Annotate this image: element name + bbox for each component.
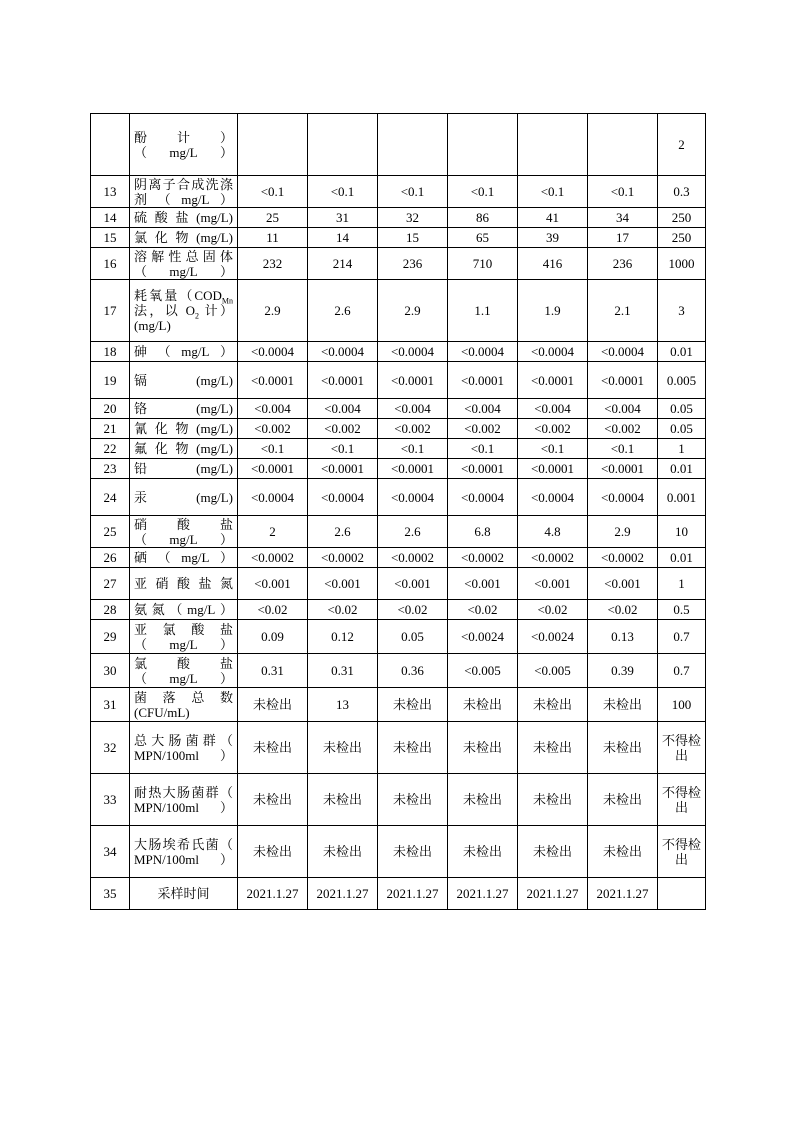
- value-cell: 未检出: [518, 774, 588, 826]
- value-cell: 1.9: [518, 280, 588, 342]
- item-name: 亚 氯 酸 盐 （mg/L）: [130, 620, 238, 654]
- item-name: 氟化物(mg/L): [130, 439, 238, 459]
- row-number: 18: [91, 342, 130, 362]
- value-cell: 2: [238, 516, 308, 548]
- value-cell: <0.0004: [588, 342, 658, 362]
- row-number: 16: [91, 248, 130, 280]
- item-name: 氯化物(mg/L): [130, 228, 238, 248]
- value-cell: <0.1: [588, 176, 658, 208]
- limit-cell: 0.05: [658, 399, 706, 419]
- value-cell: <0.0004: [238, 342, 308, 362]
- value-cell: <0.02: [238, 600, 308, 620]
- table-row: [91, 568, 706, 600]
- table-row: [91, 878, 706, 910]
- value-cell: 416: [518, 248, 588, 280]
- value-cell: <0.0004: [308, 342, 378, 362]
- row-number: 25: [91, 516, 130, 548]
- item-name: 总大肠菌群（ MPN/100ml）: [130, 722, 238, 774]
- value-cell: 86: [448, 208, 518, 228]
- row-number: 32: [91, 722, 130, 774]
- value-cell: 2021.1.27: [518, 878, 588, 910]
- value-cell: <0.0004: [518, 342, 588, 362]
- row-number: 29: [91, 620, 130, 654]
- limit-cell: 2: [658, 114, 706, 176]
- value-cell: 25: [238, 208, 308, 228]
- value-cell: <0.1: [238, 439, 308, 459]
- value-cell: <0.004: [518, 399, 588, 419]
- value-cell: <0.001: [238, 568, 308, 600]
- value-cell: 0.05: [378, 620, 448, 654]
- value-cell: 未检出: [588, 826, 658, 878]
- table-row: [91, 208, 706, 228]
- value-cell: 2.1: [588, 280, 658, 342]
- value-cell: <0.0001: [238, 362, 308, 399]
- table-row: [91, 722, 706, 774]
- value-cell: 65: [448, 228, 518, 248]
- value-cell: 232: [238, 248, 308, 280]
- value-cell: <0.02: [308, 600, 378, 620]
- value-cell: <0.0001: [448, 362, 518, 399]
- limit-cell: 1000: [658, 248, 706, 280]
- value-cell: [588, 114, 658, 176]
- value-cell: 未检出: [238, 688, 308, 722]
- value-cell: 2.9: [378, 280, 448, 342]
- value-cell: <0.0004: [448, 479, 518, 516]
- value-cell: <0.0002: [518, 548, 588, 568]
- limit-cell: 0.7: [658, 654, 706, 688]
- value-cell: 未检出: [308, 774, 378, 826]
- value-cell: 0.31: [308, 654, 378, 688]
- value-cell: <0.002: [588, 419, 658, 439]
- value-cell: <0.0004: [378, 342, 448, 362]
- table-row: [91, 362, 706, 399]
- item-name: 氯 酸 盐 （mg/L）: [130, 654, 238, 688]
- table-row: [91, 228, 706, 248]
- table-row: [91, 459, 706, 479]
- value-cell: <0.0002: [378, 548, 448, 568]
- table-row: [91, 479, 706, 516]
- row-number: 30: [91, 654, 130, 688]
- table-row: [91, 419, 706, 439]
- value-cell: <0.005: [518, 654, 588, 688]
- table-row: [91, 548, 706, 568]
- value-cell: 未检出: [378, 722, 448, 774]
- value-cell: 710: [448, 248, 518, 280]
- value-cell: <0.0004: [448, 342, 518, 362]
- table-row: [91, 826, 706, 878]
- value-cell: 未检出: [378, 688, 448, 722]
- item-name: 溶解性总固体（mg/L）: [130, 248, 238, 280]
- limit-cell: 不得检出: [658, 722, 706, 774]
- value-cell: 未检出: [238, 774, 308, 826]
- value-cell: 2021.1.27: [378, 878, 448, 910]
- item-text: 计）(mg/L): [134, 303, 233, 333]
- value-cell: 34: [588, 208, 658, 228]
- value-cell: 2021.1.27: [448, 878, 518, 910]
- limit-cell: 3: [658, 280, 706, 342]
- value-cell: [238, 114, 308, 176]
- value-cell: <0.0002: [308, 548, 378, 568]
- value-cell: 2.6: [308, 280, 378, 342]
- item-name: 大肠埃希氏菌（ MPN/100ml）: [130, 826, 238, 878]
- value-cell: [448, 114, 518, 176]
- value-cell: <0.1: [448, 176, 518, 208]
- value-cell: <0.1: [308, 439, 378, 459]
- row-number: 24: [91, 479, 130, 516]
- table-row: [91, 688, 706, 722]
- value-cell: 14: [308, 228, 378, 248]
- item-name: 酚 计 ） （mg/L）: [130, 114, 238, 176]
- item-text: 法，以 O: [134, 303, 196, 318]
- limit-cell: 不得检出: [658, 826, 706, 878]
- item-name: 耐热大肠菌群（ MPN/100ml）: [130, 774, 238, 826]
- row-number: 21: [91, 419, 130, 439]
- value-cell: <0.0001: [378, 459, 448, 479]
- value-cell: <0.1: [588, 439, 658, 459]
- item-name: 铅(mg/L): [130, 459, 238, 479]
- value-cell: 4.8: [518, 516, 588, 548]
- value-cell: <0.02: [378, 600, 448, 620]
- value-cell: <0.0024: [518, 620, 588, 654]
- limit-cell: 0.005: [658, 362, 706, 399]
- value-cell: 0.12: [308, 620, 378, 654]
- value-cell: 0.09: [238, 620, 308, 654]
- value-cell: [518, 114, 588, 176]
- row-number: 33: [91, 774, 130, 826]
- value-cell: 0.13: [588, 620, 658, 654]
- table-row: [91, 516, 706, 548]
- row-number: 20: [91, 399, 130, 419]
- value-cell: <0.001: [378, 568, 448, 600]
- value-cell: 未检出: [588, 774, 658, 826]
- value-cell: <0.1: [448, 439, 518, 459]
- value-cell: 未检出: [238, 722, 308, 774]
- item-name: 硝 酸 盐 （mg/L）: [130, 516, 238, 548]
- item-name: 硒（mg/L）: [130, 548, 238, 568]
- row-number: 17: [91, 280, 130, 342]
- row-number: 26: [91, 548, 130, 568]
- value-cell: <0.0001: [238, 459, 308, 479]
- value-cell: 236: [588, 248, 658, 280]
- value-cell: <0.0001: [588, 459, 658, 479]
- row-number: 31: [91, 688, 130, 722]
- table-row: [91, 774, 706, 826]
- table-row: [91, 600, 706, 620]
- value-cell: 2021.1.27: [308, 878, 378, 910]
- value-cell: <0.002: [308, 419, 378, 439]
- table-row: [91, 439, 706, 459]
- limit-cell: 250: [658, 208, 706, 228]
- value-cell: <0.0004: [238, 479, 308, 516]
- value-cell: <0.1: [518, 176, 588, 208]
- row-number: 13: [91, 176, 130, 208]
- limit-cell: 0.01: [658, 548, 706, 568]
- limit-cell: 0.7: [658, 620, 706, 654]
- value-cell: <0.004: [448, 399, 518, 419]
- row-number: 35: [91, 878, 130, 910]
- value-cell: 39: [518, 228, 588, 248]
- row-number: 19: [91, 362, 130, 399]
- item-name: 汞(mg/L): [130, 479, 238, 516]
- value-cell: <0.001: [588, 568, 658, 600]
- value-cell: 2021.1.27: [238, 878, 308, 910]
- value-cell: 214: [308, 248, 378, 280]
- table-row: [91, 114, 706, 176]
- value-cell: 17: [588, 228, 658, 248]
- table-row: [91, 654, 706, 688]
- water-quality-table: [90, 113, 706, 910]
- value-cell: 未检出: [588, 688, 658, 722]
- value-cell: <0.0001: [588, 362, 658, 399]
- value-cell: <0.0001: [448, 459, 518, 479]
- value-cell: 未检出: [448, 774, 518, 826]
- table-row: [91, 342, 706, 362]
- value-cell: <0.0001: [308, 459, 378, 479]
- value-cell: 15: [378, 228, 448, 248]
- value-cell: 41: [518, 208, 588, 228]
- value-cell: 0.31: [238, 654, 308, 688]
- value-cell: 13: [308, 688, 378, 722]
- item-text: 耗氧量（COD: [134, 288, 222, 303]
- table-row: [91, 176, 706, 208]
- limit-cell: 1: [658, 568, 706, 600]
- limit-cell: 100: [658, 688, 706, 722]
- value-cell: 未检出: [518, 722, 588, 774]
- limit-cell: 0.01: [658, 459, 706, 479]
- row-number: 28: [91, 600, 130, 620]
- value-cell: 2021.1.27: [588, 878, 658, 910]
- value-cell: <0.004: [378, 399, 448, 419]
- value-cell: <0.0001: [518, 459, 588, 479]
- value-cell: 未检出: [308, 826, 378, 878]
- item-subscript: 2: [195, 311, 200, 321]
- item-name: 铬(mg/L): [130, 399, 238, 419]
- value-cell: 未检出: [378, 774, 448, 826]
- value-cell: [378, 114, 448, 176]
- item-name: 采样时间: [130, 878, 238, 910]
- limit-cell: 1: [658, 439, 706, 459]
- row-number: 23: [91, 459, 130, 479]
- value-cell: <0.002: [518, 419, 588, 439]
- value-cell: <0.0002: [588, 548, 658, 568]
- value-cell: <0.0002: [448, 548, 518, 568]
- row-number: 14: [91, 208, 130, 228]
- value-cell: 2.9: [238, 280, 308, 342]
- value-cell: 未检出: [448, 826, 518, 878]
- row-number: 15: [91, 228, 130, 248]
- value-cell: <0.002: [238, 419, 308, 439]
- row-number: 27: [91, 568, 130, 600]
- value-cell: <0.02: [448, 600, 518, 620]
- value-cell: <0.0002: [238, 548, 308, 568]
- value-cell: <0.002: [448, 419, 518, 439]
- limit-cell: 10: [658, 516, 706, 548]
- value-cell: <0.0004: [588, 479, 658, 516]
- value-cell: <0.001: [448, 568, 518, 600]
- value-cell: <0.004: [308, 399, 378, 419]
- item-name: 硫酸盐(mg/L): [130, 208, 238, 228]
- item-name: 菌 落 总 数 (CFU/mL): [130, 688, 238, 722]
- value-cell: 0.36: [378, 654, 448, 688]
- value-cell: 未检出: [588, 722, 658, 774]
- value-cell: 236: [378, 248, 448, 280]
- table-row: [91, 280, 706, 342]
- value-cell: <0.02: [588, 600, 658, 620]
- value-cell: 2.9: [588, 516, 658, 548]
- value-cell: <0.0001: [378, 362, 448, 399]
- value-cell: [308, 114, 378, 176]
- value-cell: <0.0024: [448, 620, 518, 654]
- value-cell: 31: [308, 208, 378, 228]
- limit-cell: [658, 878, 706, 910]
- value-cell: 2.6: [308, 516, 378, 548]
- limit-cell: 0.3: [658, 176, 706, 208]
- value-cell: <0.001: [308, 568, 378, 600]
- value-cell: 11: [238, 228, 308, 248]
- row-number: 22: [91, 439, 130, 459]
- table-row: [91, 620, 706, 654]
- item-name: 氰化物(mg/L): [130, 419, 238, 439]
- value-cell: <0.0004: [378, 479, 448, 516]
- value-cell: 32: [378, 208, 448, 228]
- limit-cell: 0.001: [658, 479, 706, 516]
- item-name: 亚硝酸盐氮: [130, 568, 238, 600]
- value-cell: 未检出: [378, 826, 448, 878]
- item-name: 阴离子合成洗涤剂（mg/L）: [130, 176, 238, 208]
- item-subscript: Mn: [221, 296, 233, 306]
- value-cell: 1.1: [448, 280, 518, 342]
- limit-cell: 250: [658, 228, 706, 248]
- value-cell: <0.001: [518, 568, 588, 600]
- table-row: [91, 399, 706, 419]
- limit-cell: 0.05: [658, 419, 706, 439]
- item-name: 氨氮（mg/L）: [130, 600, 238, 620]
- table-row: [91, 248, 706, 280]
- value-cell: 未检出: [518, 826, 588, 878]
- value-cell: <0.1: [308, 176, 378, 208]
- value-cell: 未检出: [448, 688, 518, 722]
- value-cell: <0.005: [448, 654, 518, 688]
- item-name: [130, 280, 238, 342]
- value-cell: <0.0004: [518, 479, 588, 516]
- value-cell: 0.39: [588, 654, 658, 688]
- value-cell: <0.004: [588, 399, 658, 419]
- value-cell: 6.8: [448, 516, 518, 548]
- value-cell: 未检出: [518, 688, 588, 722]
- value-cell: 未检出: [238, 826, 308, 878]
- limit-cell: 0.5: [658, 600, 706, 620]
- row-number: [91, 114, 130, 176]
- value-cell: <0.1: [378, 176, 448, 208]
- value-cell: <0.0004: [308, 479, 378, 516]
- value-cell: 未检出: [308, 722, 378, 774]
- item-name: 镉(mg/L): [130, 362, 238, 399]
- value-cell: <0.02: [518, 600, 588, 620]
- limit-cell: 0.01: [658, 342, 706, 362]
- value-cell: <0.1: [518, 439, 588, 459]
- value-cell: <0.004: [238, 399, 308, 419]
- value-cell: <0.1: [378, 439, 448, 459]
- value-cell: <0.1: [238, 176, 308, 208]
- value-cell: 未检出: [448, 722, 518, 774]
- value-cell: <0.002: [378, 419, 448, 439]
- row-number: 34: [91, 826, 130, 878]
- value-cell: 2.6: [378, 516, 448, 548]
- value-cell: <0.0001: [518, 362, 588, 399]
- value-cell: <0.0001: [308, 362, 378, 399]
- limit-cell: 不得检出: [658, 774, 706, 826]
- item-name: 砷（mg/L）: [130, 342, 238, 362]
